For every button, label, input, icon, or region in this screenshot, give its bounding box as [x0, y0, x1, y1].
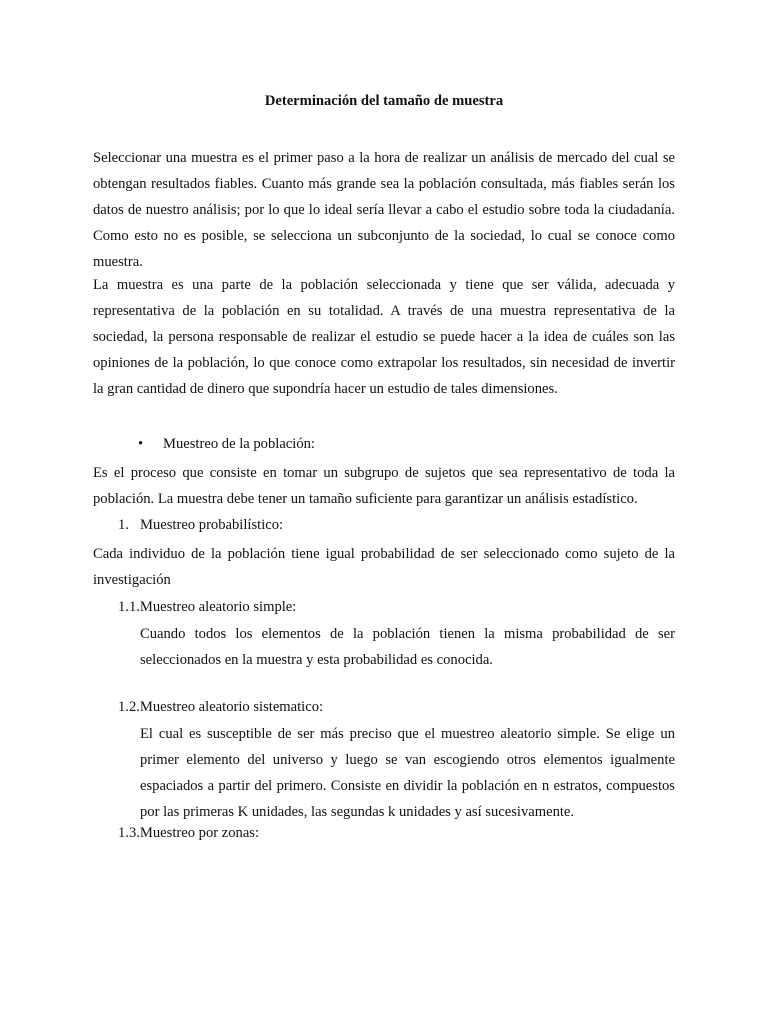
- section-1-2-number: 1.2.: [118, 699, 140, 715]
- bullet-item: [138, 434, 315, 454]
- section-1-2-paragraph: El cual es susceptible de ser más preciso que el muestreo aleatorio simple. Se elige un primer elemento del universo y luego se van escogiendo otros elementos igualmente espaciados a partir del primero. Consiste en dividir la población en n estratos, compuestos por las primeras K unidades, las segundas k unidades y así sucesivamente.: [140, 726, 675, 820]
- section-1-1-heading: [118, 597, 296, 617]
- section-1-2-label: Muestreo aleatorio sistematico:: [139, 699, 324, 715]
- section-1-3-heading: [118, 823, 259, 843]
- document-title: Determinación del tamaño de muestra: [264, 93, 504, 109]
- section-1-label: Muestreo probabilístico:: [140, 517, 284, 533]
- section-1-3-label: Muestreo por zonas:: [139, 825, 260, 841]
- section-1-1-paragraph: Cuando todos los elementos de la población tienen la misma probabilidad de ser seleccionados en la muestra y esta probabilidad es conocida.: [140, 626, 675, 668]
- bullet-icon: •: [138, 436, 144, 452]
- sampling-process-paragraph: Es el proceso que consiste en tomar un subgrupo de sujetos que sea representativo de toda la población. La muestra debe tener un tamaño suficiente para garantizar un análisis estadístico.: [93, 465, 675, 507]
- section-1-1-label: Muestreo aleatorio simple:: [139, 599, 297, 615]
- sample-definition-paragraph: La muestra es una parte de la población seleccionada y tiene que ser válida, adecuada y representativa de la población en su totalidad. A través de una muestra representativa de la sociedad, la persona responsable de realizar el estudio se puede hacer a la idea de cuáles son las opiniones de la población, lo que conoce como extrapolar los resultados, sin necesidad de invertir la gran cantidad de dinero que supondría hacer un estudio de tales dimensiones.: [93, 277, 675, 397]
- section-1-3-number: 1.3.: [118, 825, 140, 841]
- bullet-label: Muestreo de la población:: [163, 436, 315, 452]
- intro-paragraph: Seleccionar una muestra es el primer paso a la hora de realizar un análisis de mercado del cual se obtengan resultados fiables. Cuanto más grande sea la población consultada, más fiables serán los datos de nuestro análisis; por lo que lo ideal sería llevar a cabo el estudio sobre toda la ciudadanía. Como esto no es posible, se selecciona un subconjunto de la sociedad, lo cual se conoce como muestra.: [93, 150, 675, 270]
- section-1-paragraph: Cada individuo de la población tiene igual probabilidad de ser seleccionado como sujeto de la investigación: [93, 546, 675, 588]
- section-1-1-number: 1.1.: [118, 599, 140, 615]
- section-1-number: 1.: [118, 517, 129, 533]
- section-1-2-heading: [118, 697, 323, 717]
- section-1-heading: [118, 515, 283, 535]
